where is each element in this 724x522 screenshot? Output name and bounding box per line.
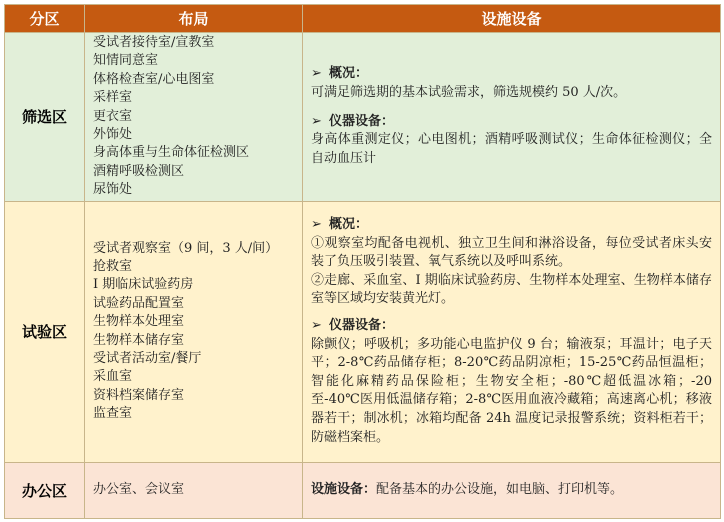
layout-item: 监查室 [93, 406, 133, 422]
arrow-bullet-icon: ➢ [311, 217, 322, 233]
layout-item: 更衣室 [93, 108, 133, 124]
overview-heading: ➢ 概况： [311, 65, 712, 84]
layout-item: 外饰处 [93, 127, 133, 143]
equipment-cell [303, 201, 721, 462]
arrow-bullet-icon: ➢ [311, 113, 322, 129]
zone-cell: 办公区 [5, 462, 85, 518]
layout-item: 办公室、会议室 [93, 481, 185, 497]
header-zone: 分区 [5, 5, 85, 33]
layout-item: 受试者观察室（9 间，3 人/间） [93, 240, 279, 256]
layout-item: 身高体重与生命体征检测区 [93, 145, 250, 161]
layout-cell [85, 462, 303, 518]
equipment-cell [303, 462, 721, 518]
layout-cell [85, 201, 303, 462]
overview-item: ②走廊、采血室、I 期临床试验药房、生物样本处理室、生物样本储存室等区域均安装黄光灯。 [311, 272, 712, 307]
header-layout: 布局 [85, 5, 303, 33]
table-row-screening [5, 33, 721, 202]
table-row-trial [5, 201, 721, 462]
overview-item: ①观察室均配备电视机、独立卫生间和淋浴设备，每位受试者床头安装了负压吸引装置、氧气系统以及呼叫系统。 [311, 235, 712, 270]
arrow-bullet-icon: ➢ [311, 318, 322, 334]
zone-cell: 筛选区 [5, 33, 85, 202]
layout-item: I 期临床试验药房 [93, 277, 194, 293]
layout-item: 体格检查室/心电图室 [93, 71, 215, 87]
layout-item: 资料档案储存室 [93, 387, 185, 403]
zone-cell: 试验区 [5, 201, 85, 462]
layout-item: 尿饰处 [93, 182, 133, 198]
facility-table [4, 4, 721, 519]
overview-heading: ➢ 概况： [311, 216, 712, 235]
header-equipment: 设施设备 [303, 5, 721, 33]
layout-item: 生物样本储存室 [93, 332, 185, 348]
layout-item: 采样室 [93, 90, 133, 106]
layout-item: 知情同意室 [93, 53, 159, 69]
layout-item: 采血室 [93, 369, 133, 385]
layout-item: 酒精呼吸检测区 [93, 163, 185, 179]
header-row [5, 5, 721, 33]
table-row-office [5, 462, 721, 518]
facility-heading: 设施设备： [311, 481, 377, 497]
instruments-text: 除颤仪；呼吸机；多功能心电监护仪 9 台；输液泵；耳温计；电子天平；2-8℃药品储存柜；8-20℃药品阴凉柜；15-25℃药品恒温柜；智能化麻精药品保险柜；生物安全柜；-80℃超低温冰箱；-20 至-40℃医用低温储存箱；2-8℃医用血液冷藏箱；高速离心机；移液器若干；制冰机；冰箱均配备 24h 温度记录报警系统；资料柜若干；防磁档案柜。 [311, 336, 712, 445]
instruments-heading: ➢ 仪器设备： [311, 113, 712, 132]
equipment-cell [303, 33, 721, 202]
layout-item: 生物样本处理室 [93, 314, 185, 330]
layout-item: 抢救室 [93, 259, 133, 275]
instruments-text: 身高体重测定仪；心电图机；酒精呼吸测试仪；生命体征检测仪；全自动血压计 [311, 132, 712, 166]
facility-line [311, 481, 712, 500]
layout-item: 试验药品配置室 [93, 295, 185, 311]
layout-item: 受试者活动室/餐厅 [93, 351, 202, 367]
layout-cell [85, 33, 303, 202]
overview-text: 可满足筛选期的基本试验需求，筛选规模约 50 人/次。 [311, 84, 627, 100]
instruments-heading: ➢ 仪器设备： [311, 317, 712, 336]
facility-text: 配备基本的办公设施，如电脑、打印机等。 [376, 481, 624, 497]
layout-item: 受试者接待室/宣教室 [93, 35, 215, 50]
arrow-bullet-icon: ➢ [311, 66, 322, 82]
